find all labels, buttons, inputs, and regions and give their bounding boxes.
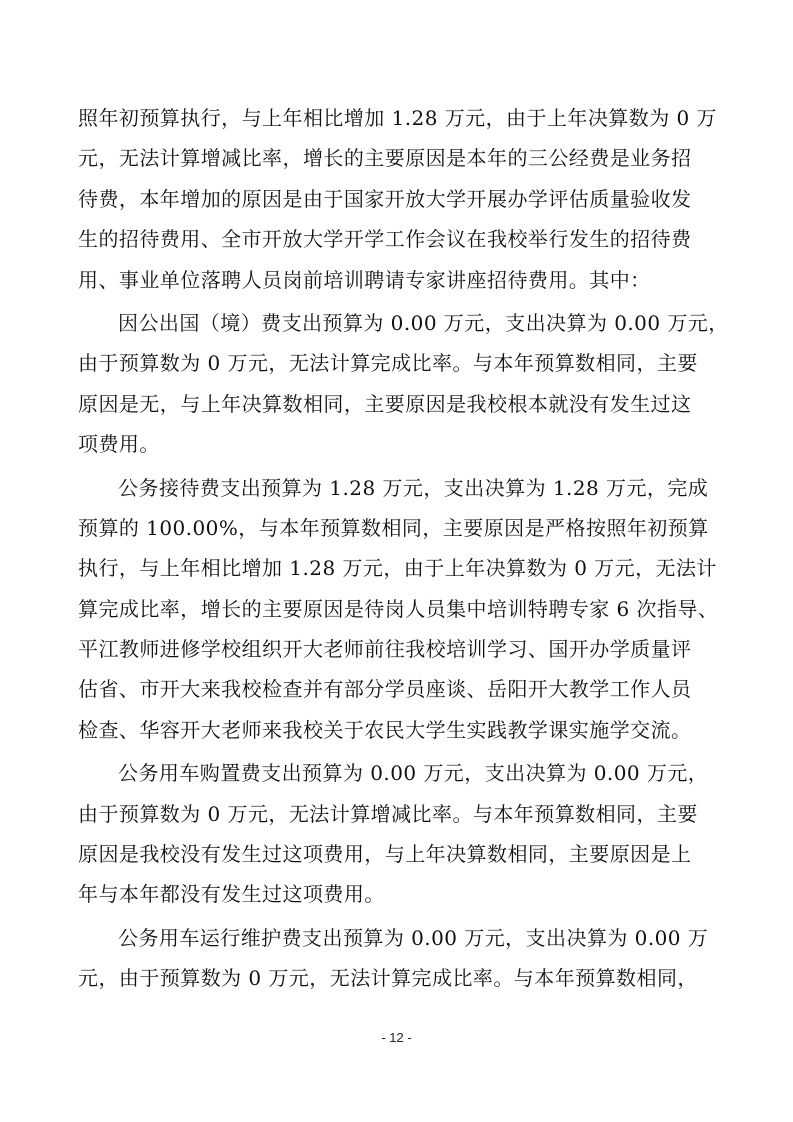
body-text (78, 98, 729, 999)
text-line: 原因是无，与上年决算数相同，主要原因是我校根本就没有发生过这 (78, 391, 692, 416)
text-line: 生的招待费用、全市开放大学开学工作会议在我校举行发生的招待费 (78, 227, 692, 252)
text-line: 算完成比率，增长的主要原因是待岗人员集中培训特聘专家 6 次指导、 (78, 596, 719, 621)
text-line: 因公出国（境）费支出预算为 0.00 万元，支出决算为 0.00 万元， (118, 310, 729, 335)
text-line: 执行，与上年相比增加 1.28 万元，由于上年决算数为 0 万元，无法计 (78, 556, 717, 581)
text-line: 年与本年都没有发生过这项费用。 (78, 882, 385, 907)
page-number: - 12 - (381, 1030, 412, 1045)
text-line: 平江教师进修学校组织开大老师前往我校培训学习、国开办学质量评 (78, 637, 692, 662)
text-line: 原因是我校没有发生过这项费用，与上年决算数相同，主要原因是上 (78, 842, 692, 867)
text-line: 待费，本年增加的原因是由于国家开放大学开展办学评估质量验收发 (78, 186, 692, 211)
text-line: 检查、华容开大老师来我校关于农民大学生实践教学课实施学交流。 (78, 717, 692, 742)
text-line: 公务用车运行维护费支出预算为 0.00 万元，支出决算为 0.00 万 (118, 925, 709, 950)
text-line: 用、事业单位落聘人员岗前培训聘请专家讲座招待费用。其中： (78, 267, 651, 292)
text-line: 由于预算数为 0 万元，无法计算增减比率。与本年预算数相同，主要 (78, 801, 698, 826)
text-line: 元，由于预算数为 0 万元，无法计算完成比率。与本年预算数相同， (78, 966, 698, 991)
text-line: 公务用车购置费支出预算为 0.00 万元，支出决算为 0.00 万元， (118, 761, 709, 786)
text-line: 预算的 100.00%，与本年预算数相同，主要原因是严格按照年初预算 (78, 515, 709, 540)
text-line: 元，无法计算增减比率，增长的主要原因是本年的三公经费是业务招 (78, 146, 692, 171)
text-line: 由于预算数为 0 万元，无法计算完成比率。与本年预算数相同，主要 (78, 351, 698, 376)
text-line: 公务接待费支出预算为 1.28 万元，支出决算为 1.28 万元，完成 (118, 475, 709, 500)
text-line: 估省、市开大来我校检查并有部分学员座谈、岳阳开大教学工作人员 (78, 677, 692, 702)
text-line: 照年初预算执行，与上年相比增加 1.28 万元，由于上年决算数为 0 万 (78, 106, 717, 130)
text-line: 项费用。 (78, 432, 160, 457)
